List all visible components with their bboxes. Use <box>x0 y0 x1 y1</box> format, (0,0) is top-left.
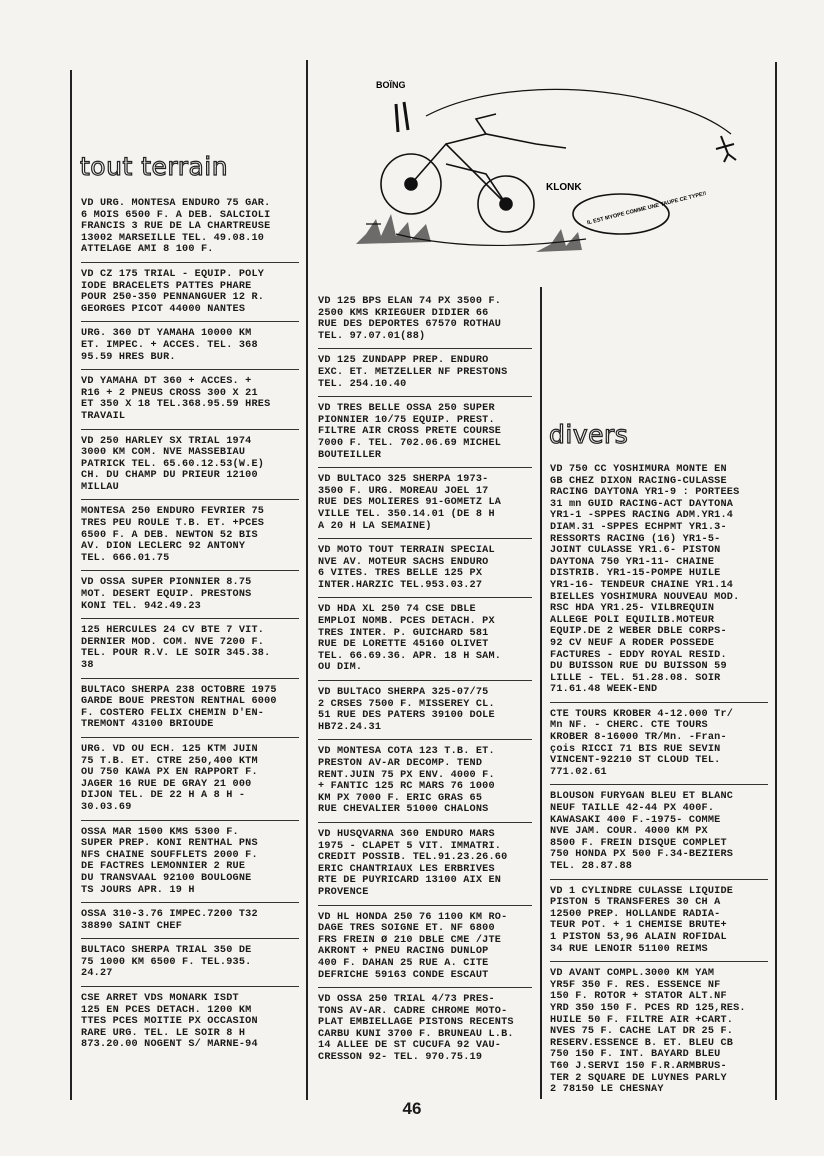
classified-ad: BLOUSON FURYGAN BLEU ET BLANC NEUF TAILLE 42-44 PX 400F. KAWASAKI 400 F.-1975- COMME NVE JAM. COUR. 4000 KM PX 8500 F. FREIN DISQUE COMPLET 750 HONDA PX 500 F.34-BEZIERS TEL. 28.87.88 <box>550 785 768 879</box>
classified-ad: URG. 360 DT YAMAHA 10000 KM ET. IMPEC. + ACCES. TEL. 368 95.59 HRES BUR. <box>81 322 299 370</box>
left-border-rule <box>70 70 72 1100</box>
sound-effect-boing: BOÏNG <box>376 80 406 90</box>
classified-ad: VD 125 ZUNDAPP PREP. ENDURO EXC. ET. METZELLER NF PRESTONS TEL. 254.10.40 <box>318 349 532 397</box>
classified-ad: VD AVANT COMPL.3000 KM YAM YR5F 350 F. RES. ESSENCE NF 150 F. ROTOR + STATOR ALT.NF YRD 350 150 F. PCES RD 125,RES. HUILE 50 F. FILTRE AIR +CART. NVES 75 F. CACHE LAT DR 25 F. RESERV.ESSENCE B. ET. BLEU CB 750 150 F. INT. BAYARD BLEU T60 J.SERVI 150 F.R.ARMBRUS- TER 2 SQUARE DE LUYNES PARLY 2 78150 LE CHESNAY <box>550 968 746 1096</box>
right-border-rule <box>775 62 777 1100</box>
classified-ad: VD TRES BELLE OSSA 250 SUPER PIONNIER 10/75 EQUIP. PREST. FILTRE AIR CROSS PRETE COURSE 7000 F. TEL. 702.06.69 MICHEL BOUTEILLER <box>318 397 532 468</box>
classified-ad: BULTACO SHERPA 238 OCTOBRE 1975 GARDE BOUE PRESTON RENTHAL 6000 F. COSTERO FELIX CHEMIN D'EN- TREMONT 43100 BRIOUDE <box>81 679 299 738</box>
classified-ad: MONTESA 250 ENDURO FEVRIER 75 TRES PEU ROULE T.B. ET. +PCES 6500 F. A DEB. NEWTON 52 BIS AV. DION LECLERC 92 ANTONY TEL. 666.01.75 <box>81 500 299 571</box>
classified-ad: VD HL HONDA 250 76 1100 KM RO- DAGE TRES SOIGNE ET. NF 6800 FRS FREIN Ø 210 DBLE CME /JTE AKRONT + PNEU RACING DUNLOP 400 F. DAHAN 25 RUE A. CITE DEFRICHE 59163 CONDE ESCAUT <box>318 906 532 989</box>
speech-line: IL EST MYOPE COMME UNE TAUPE CE TYPE!! <box>586 190 708 227</box>
classified-ad: VD URG. MONTESA ENDURO 75 GAR. 6 MOIS 6500 F. A DEB. SALCIOLI FRANCIS 3 RUE DE LA CHARTREUSE 13002 MARSEILLE TEL. 49.08.10 ATTELAGE AMI 8 100 F. <box>81 198 299 263</box>
right-column <box>550 464 768 1102</box>
classified-ad: CTE TOURS KROBER 4-12.000 Tr/ Mn NF. - CHERC. CTE TOURS KROBER 8-16000 TR/Mn. -Fran- çois RICCI 71 BIS RUE SEVIN VINCENT-92210 ST CLOUD TEL. 771.02.61 <box>550 703 768 786</box>
classified-ad: VD BULTACO 325 SHERPA 1973- 3500 F. URG. MOREAU JOEL 17 RUE DES MOLIERES 91-GOMETZ LA VILLE TEL. 350.14.01 (DE 8 H A 20 H LA SEMAINE) <box>318 468 532 539</box>
speech-bubble-text <box>587 191 708 227</box>
classified-ad: VD YAMAHA DT 360 + ACCES. + R16 + 2 PNEUS CROSS 300 X 21 ET 350 X 18 TEL.368.95.59 HRES TRAVAIL <box>81 370 299 429</box>
classified-ad: VD 1 CYLINDRE CULASSE LIQUIDE PISTON 5 TRANSFERES 30 CH A 12500 PREP. HOLLANDE RADIA- TEUR POT. + 1 CHEMISE BRUTE+ 1 PISTON 53,96 ALAIN ROFIDAL 34 RUE LENOIR 51100 REIMS <box>550 880 768 963</box>
page-number: 46 <box>402 1099 422 1118</box>
column-divider-1 <box>306 60 308 1100</box>
classified-ad: VD MONTESA COTA 123 T.B. ET. PRESTON AV-AR DECOMP. TEND RENT.JUIN 75 PX ENV. 4000 F. + FANTIC 125 RC MARS 76 1000 KM PX 7000 F. ERIC GRAS 65 RUE CHEVALIER 51000 CHALONS <box>318 740 532 823</box>
classified-ad: VD 125 BPS ELAN 74 PX 3500 F. 2500 KMS KRIEGUER DIDIER 66 RUE DES DEPORTES 67570 ROTHAU TEL. 97.07.01(88) <box>318 296 532 349</box>
classified-ad: OSSA MAR 1500 KMS 5300 F. SUPER PREP. KONI RENTHAL PNS NFS CHAINE SOUFFLETS 2000 F. DE FACTRES LEMONNIER 2 RUE DU TRANSVAAL 92100 BOULOGNE TS JOURS APR. 19 H <box>81 821 299 904</box>
section-title-divers: divers <box>549 420 629 449</box>
classified-ad: BULTACO SHERPA TRIAL 350 DE 75 1000 KM 6500 F. TEL.935. 24.27 <box>81 939 299 987</box>
classified-ad: CSE ARRET VDS MONARK ISDT 125 EN PCES DETACH. 1200 KM TTES PCES MOITIE PX OCCASION RARE URG. TEL. LE SOIR 8 H 873.20.00 NOGENT S/ MARNE-94 <box>81 993 258 1051</box>
classified-ad: VD CZ 175 TRIAL - EQUIP. POLY IODE BRACELETS PATTES PHARE POUR 250-350 PENNANGUER 12 R. GEORGES PICOT 44000 NANTES <box>81 263 299 322</box>
classified-ad: VD MOTO TOUT TERRAIN SPECIAL NVE AV. MOTEUR SACHS ENDURO 6 VITES. TRES BELLE 125 PX INTER.HARZIC TEL.953.03.27 <box>318 539 532 598</box>
classified-ad: VD BULTACO SHERPA 325-07/75 2 CRSES 7500 F. MISSEREY CL. 51 RUE DES PATERS 39100 DOLE HB72.24.31 <box>318 681 532 740</box>
classified-ad: 125 HERCULES 24 CV BTE 7 VIT. DERNIER MOD. COM. NVE 7200 F. TEL. POUR R.V. LE SOIR 345.38. 38 <box>81 619 299 678</box>
middle-column <box>318 296 532 1070</box>
classified-ad: VD OSSA SUPER PIONNIER 8.75 MOT. DESERT EQUIP. PRESTONS KONI TEL. 942.49.23 <box>81 571 299 619</box>
classified-ad: OSSA 310-3.76 IMPEC.7200 T32 38890 SAINT CHEF <box>81 903 299 939</box>
section-title-tout-terrain: tout terrain <box>80 152 229 181</box>
classified-ad: VD 750 CC YOSHIMURA MONTE EN GB CHEZ DIXON RACING-CULASSE RACING DAYTONA YR1-9 : PORTEES 31 mn GUID RACING-ACT DAYTONA YR1-1 -SPPES RACING ADM.YR1.4 DIAM.31 -SPPES ECHPMT YR1.3- RESSORTS RACING (16) YR1-5- JOINT CULASSE YR1.6- PISTON DAYTONA 750 YR1-11- CHAINE DISTRIB. YR1-15-POMPE HUILE YR1-16- TENDEUR CHAINE YR1.14 BIELLES YOSHIMURA NOUVEAU MOD. RSC HDA YR1.25- VILBREQUIN ALLEGE POLI EQUILIB.MOTEUR EQUIP.DE 2 WEBER DBLE CORPS- 92 CV NEUF A RODER POSSEDE FACTURES - EDDY ROYAL RESID. DU BUISSON RUE DU BUISSON 59 LILLE - TEL. 51.28.08. SOIR 71.61.48 WEEK-END <box>550 464 768 703</box>
classified-ad: VD HDA XL 250 74 CSE DBLE EMPLOI NOMB. PCES DETACH. PX TRES INTER. P. GUICHARD 581 RUE DE LORETTE 45160 OLIVET TEL. 66.69.36. APR. 18 H SAM. OU DIM. <box>318 598 532 681</box>
classified-ad: VD OSSA 250 TRIAL 4/73 PRES- TONS AV-AR. CADRE CHROME MOTO- PLAT EMBIELLAGE PISTONS RECENTS CARBU KUNI 3700 F. BRUNEAU L.B. 14 ALLEE DE ST CUCUFA 92 VAU- CRESSON 92- TEL. 970.75.19 <box>318 994 514 1064</box>
sound-effect-klonk: KLONK <box>546 182 582 193</box>
classified-ad: URG. VD OU ECH. 125 KTM JUIN 75 T.B. ET. CTRE 250,400 KTM OU 750 KAWA PX EN RAPPORT F. JAGER 16 RUE DE GRAY 21 000 DIJON TEL. DE 22 H A 8 H - 30.03.69 <box>81 738 299 821</box>
classified-ad: VD 250 HARLEY SX TRIAL 1974 3000 KM COM. NVE MASSEBIAU PATRICK TEL. 65.60.12.53(W.E) CH. DU CHAMP DU PRIEUR 12100 MILLAU <box>81 430 299 501</box>
column-divider-2 <box>540 287 542 1099</box>
classified-ad: VD HUSQVARNA 360 ENDURO MARS 1975 - CLAPET 5 VIT. IMMATRI. CREDIT POSSIB. TEL.91.23.26.60 ERIC CHANTRIAUX LES ERBRIVES RTE DE PUYRICARD 13100 AIX EN PROVENCE <box>318 823 532 906</box>
left-column <box>81 198 299 1057</box>
motorbike-cartoon <box>336 64 756 274</box>
